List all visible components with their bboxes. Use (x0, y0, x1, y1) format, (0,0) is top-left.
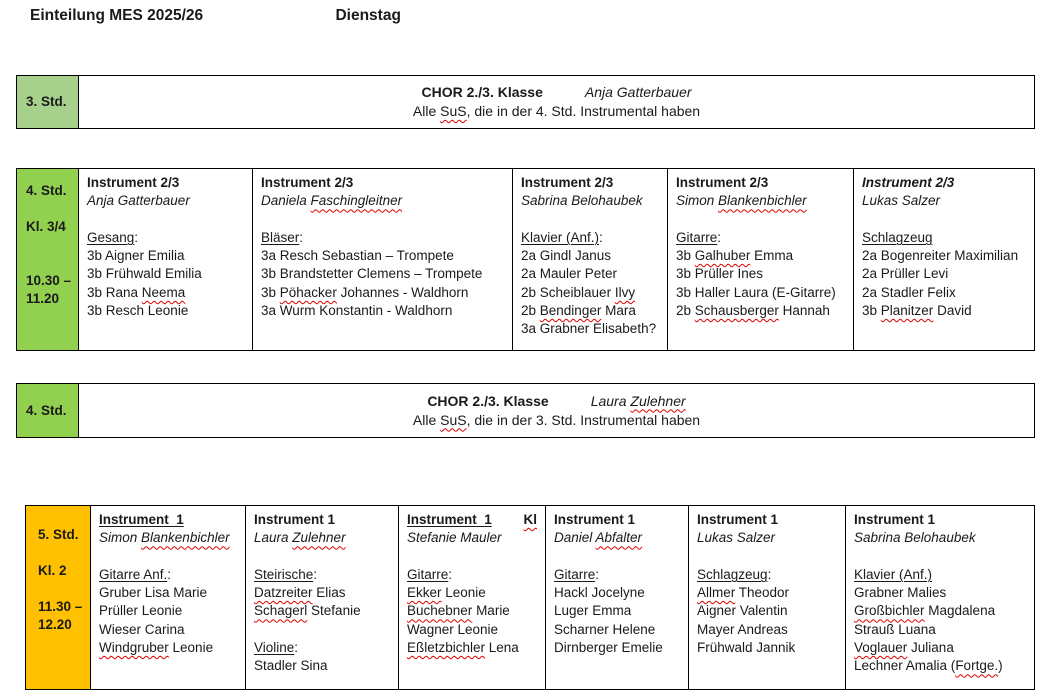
student-line: Voglauer Juliana (854, 640, 954, 656)
column-header: Instrument 2/3 (521, 175, 614, 190)
student-line: 3b Prüller Ines (676, 266, 764, 282)
page-title: Einteilung MES 2025/26 (30, 7, 204, 24)
student-line: 2b Schausberger Hannah (676, 303, 830, 319)
student-group (254, 639, 390, 676)
chor-teacher: Anja Gatterbauer (584, 84, 692, 100)
student-group (697, 566, 837, 657)
student-line: 2a Gindl Janus (521, 248, 612, 264)
group-label: Steirische: (254, 566, 318, 582)
column-gitarre-anf (91, 506, 246, 689)
chor2-content (79, 384, 1034, 437)
column-header-note: Kl (523, 512, 537, 527)
chor-title: CHOR 2./3. Klasse (421, 84, 543, 100)
teacher-name: Simon Blankenbichler (676, 193, 807, 209)
student-line: 3b Pöhacker Johannes - Waldhorn (261, 284, 469, 300)
time-to: 12.20 (38, 617, 72, 632)
teacher-name: Lukas Salzer (697, 530, 776, 546)
student-line: 2a Bogenreiter Maximilian (862, 248, 1019, 264)
teacher-name: Lukas Salzer (862, 193, 941, 209)
group-label: Violine: (254, 640, 299, 656)
student-line: Hackl Jocelyne (554, 585, 645, 601)
student-group (261, 229, 504, 320)
class-label: Kl. 2 (38, 563, 67, 578)
teacher-name: Stefanie Mauler (407, 530, 502, 546)
teacher-name: Daniel Abfalter (554, 530, 643, 546)
column-header: Instrument 1 (254, 512, 336, 527)
student-line: Lechner Amalia (Fortge.) (854, 658, 1003, 674)
column-gesang (79, 169, 253, 350)
student-line: Stadler Sina (254, 658, 328, 674)
student-group (521, 229, 659, 339)
student-line: Mayer Andreas (697, 621, 788, 637)
column-header: Instrument 1 (407, 512, 492, 527)
column-klavier-1 (846, 506, 1036, 689)
period-label: 4. Std. (26, 183, 67, 198)
period-label: 4. Std. (26, 402, 67, 418)
student-line: 3b Aigner Emilia (87, 248, 185, 264)
group-label: Gitarre Anf.: (99, 566, 172, 582)
time-from: 10.30 – (26, 273, 72, 288)
teacher-name: Laura Zulehner (254, 530, 346, 546)
column-header: Instrument 2/3 (261, 175, 354, 190)
student-line: Großbichler Magdalena (854, 603, 996, 619)
teacher-name: Anja Gatterbauer (87, 193, 190, 209)
student-line: Buchebner Marie (407, 603, 510, 619)
student-line: 2a Mauler Peter (521, 266, 618, 282)
chor1-title-row (421, 83, 691, 102)
student-group (99, 566, 237, 657)
student-line: Dirnberger Emelie (554, 640, 663, 656)
student-line: 2a Stadler Felix (862, 284, 956, 300)
teacher-name: Sabrina Belohaubek (854, 530, 976, 546)
student-group (862, 229, 1028, 320)
student-group (676, 229, 845, 320)
chor-table-period3 (16, 75, 1035, 129)
column-gitarre (668, 169, 854, 350)
column-header: Instrument 2/3 (87, 175, 180, 190)
teacher-name: Sabrina Belohaubek (521, 193, 643, 209)
column-header: Instrument 2/3 (862, 175, 955, 190)
period4-cell (17, 169, 79, 350)
column-header: Instrument 1 (99, 512, 184, 527)
student-line: Windgruber Leonie (99, 640, 214, 656)
column-header: Instrument 2/3 (676, 175, 769, 190)
student-line: Schagerl Stefanie (254, 603, 361, 619)
student-group (554, 566, 680, 657)
student-line: Wagner Leonie (407, 621, 499, 637)
column-gitarre-abfalter (546, 506, 689, 689)
student-line: 3a Wurm Konstantin - Waldhorn (261, 303, 453, 319)
student-line: Grabner Malies (854, 585, 947, 601)
column-schlagzeug-1 (689, 506, 846, 689)
weekday-label: Dienstag (335, 7, 401, 24)
chor-title: CHOR 2./3. Klasse (427, 392, 549, 409)
group-label: Klavier (Anf.) (854, 566, 933, 582)
time-from: 11.30 – (38, 599, 83, 614)
student-line: 2b Bendinger Mara (521, 303, 636, 319)
student-line: Frühwald Jannik (697, 640, 796, 656)
document-header (30, 7, 401, 25)
column-header: Instrument 1 (854, 512, 936, 527)
instrument-table-period5 (25, 505, 1035, 690)
student-line: Aigner Valentin (697, 603, 788, 619)
student-line: Ekker Leonie (407, 585, 486, 601)
student-line: Luger Emma (554, 603, 632, 619)
column-header: Instrument 1 (697, 512, 779, 527)
student-line: 3a Grabner Elisabeth? (521, 321, 657, 337)
column-blaeser (253, 169, 513, 350)
period5-cell (26, 506, 91, 689)
period4-chor-cell (17, 384, 79, 437)
group-label: Schlagzeug: (697, 566, 772, 582)
student-line: Prüller Leonie (99, 603, 183, 619)
student-line: 3a Resch Sebastian – Trompete (261, 248, 454, 264)
student-line: Datzreiter Elias (254, 585, 346, 601)
student-group (854, 566, 1028, 676)
student-line: Allmer Theodor (697, 585, 790, 601)
student-group (407, 566, 537, 657)
column-header: Instrument 1 (554, 512, 636, 527)
student-line: Gruber Lisa Marie (99, 585, 208, 601)
student-group (254, 566, 390, 621)
group-label: Schlagzeug (862, 229, 933, 245)
column-klavier-anf (513, 169, 668, 350)
time-to: 11.20 (26, 291, 60, 306)
student-line: Scharner Helene (554, 621, 656, 637)
period-label: 3. Std. (26, 94, 67, 109)
student-line: 3b Resch Leonie (87, 303, 189, 319)
student-line: 3b Planitzer David (862, 303, 972, 319)
group-label: Gitarre: (676, 229, 722, 245)
chor-table-period4 (16, 383, 1035, 438)
student-line: Strauß Luana (854, 621, 936, 637)
group-label: Gitarre: (554, 566, 600, 582)
class-label: Kl. 3/4 (26, 219, 66, 234)
chor1-content (79, 76, 1034, 128)
chor-teacher: Laura Zulehner (590, 392, 686, 409)
teacher-name: Daniela Faschingleitner (261, 193, 403, 209)
group-label: Gitarre: (407, 566, 453, 582)
period3-cell (17, 76, 79, 128)
instrument-table-period4 (16, 168, 1035, 351)
student-line: 3b Galhuber Emma (676, 248, 794, 264)
student-line: 3b Brandstetter Clemens – Trompete (261, 266, 483, 282)
student-line: 3b Frühwald Emilia (87, 266, 202, 282)
student-line: Eßletzbichler Lena (407, 640, 519, 656)
group-label: Bläser: (261, 229, 304, 245)
teacher-name: Simon Blankenbichler (99, 530, 230, 546)
chor2-title-row (427, 392, 685, 411)
group-label: Gesang: (87, 229, 139, 245)
student-line: 2b Scheiblauer Ilvy (521, 284, 636, 300)
column-steirische-violine (246, 506, 399, 689)
column-schlagzeug (854, 169, 1036, 350)
student-line: 2a Prüller Levi (862, 266, 949, 282)
chor-note: Alle SuS, die in der 3. Std. Instrumental haben (412, 411, 701, 428)
chor-note: Alle SuS, die in der 4. Std. Instrumental haben (412, 103, 701, 119)
student-line: 3b Rana Neema (87, 284, 186, 300)
period-label: 5. Std. (38, 527, 79, 542)
student-line: Wieser Carina (99, 621, 185, 637)
student-group (87, 229, 244, 320)
column-gitarre-mauler (399, 506, 546, 689)
student-line: 3b Haller Laura (E-Gitarre) (676, 284, 836, 300)
group-label: Klavier (Anf.): (521, 229, 603, 245)
